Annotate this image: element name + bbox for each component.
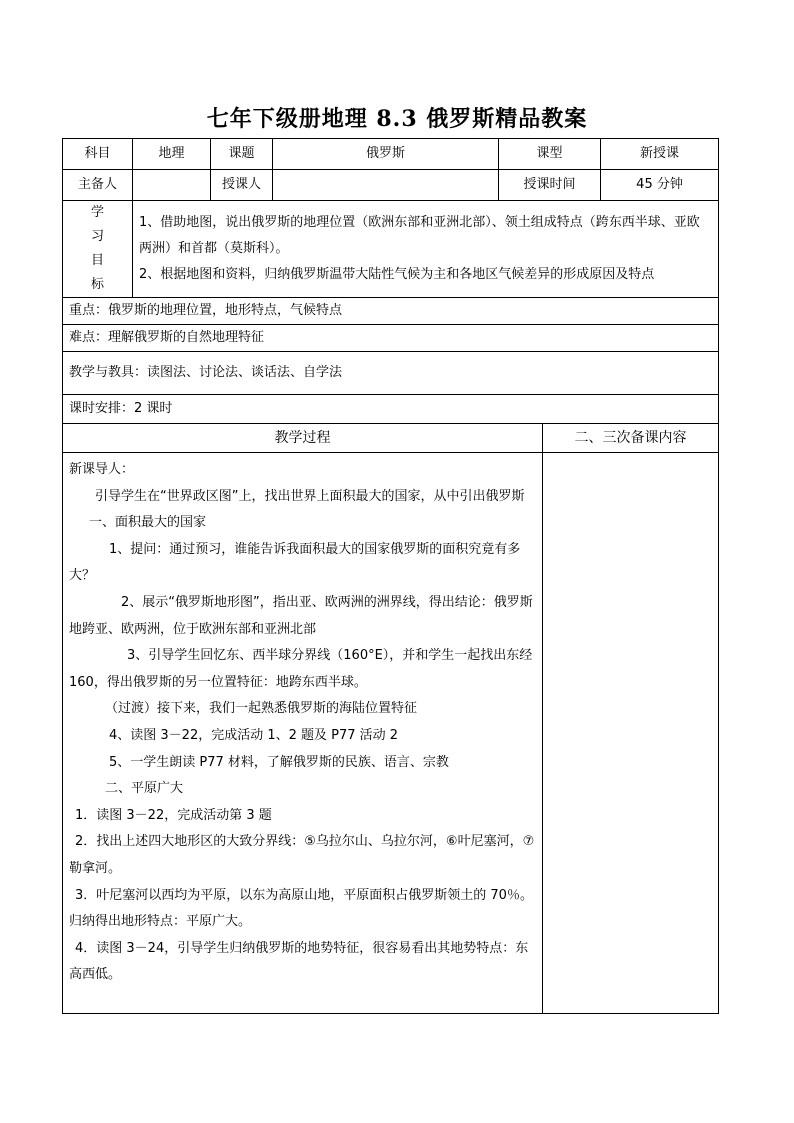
lesson-type-label: 课型: [499, 139, 601, 170]
process-content: [63, 453, 543, 1014]
lesson-type-value: 新授课: [601, 139, 719, 170]
process-paragraph: 二、平原广大: [105, 781, 184, 797]
header-row-subject: [63, 139, 719, 170]
goal-item: 1、借助地图，说出俄罗斯的地理位置（欧洲东部和亚洲北部）、领土组成特点（跨东西半球、亚欧两洲）和首都（莫斯科）。: [139, 215, 700, 256]
process-paragraph: 3、引导学生回忆东、西半球分界线（160°E），并和学生一起找出东经 160，得出俄罗斯的另一位置特征：地跨东西半球。: [69, 648, 533, 690]
goal-item: 2、根据地图和资料，归纳俄罗斯温带大陆性气候为主和各地区气候差异的形成原因及特点: [139, 267, 655, 282]
process-paragraph: 1、提问：通过预习，谁能告诉我面积最大的国家俄罗斯的面积究竟有多大？: [69, 541, 521, 584]
class-schedule: 课时安排：2 课时: [63, 395, 719, 424]
header-row-preparer: [63, 170, 719, 201]
key-points-row: [63, 298, 719, 325]
teacher-label: 授课人: [211, 170, 273, 201]
process-paragraph: （过渡）接下来，我们一起熟悉俄罗斯的海陆位置特征: [105, 701, 418, 717]
subject-label: 科目: [63, 139, 133, 170]
process-paragraph: 5、一学生朗读 P77 材料，了解俄罗斯的民族、语言、宗教: [109, 754, 449, 770]
revision-header: 二、三次备课内容: [543, 424, 719, 453]
key-points: 重点：俄罗斯的地理位置，地形特点，气候特点: [63, 298, 719, 325]
difficulties: 难点：理解俄罗斯的自然地理特征: [63, 325, 719, 352]
goals-content: [133, 201, 719, 298]
page-title: 七年下级册地理 8.3 俄罗斯精品教案: [206, 106, 588, 132]
teacher-value: [273, 170, 499, 201]
goals-label-char: 标: [90, 277, 104, 292]
process-paragraph: 新课导人：: [69, 462, 135, 477]
teaching-methods: 教学与教具：读图法、讨论法、谈话法、自学法: [63, 352, 719, 395]
process-paragraph: 4．读图 3－24，引导学生归纳俄罗斯的地势特征，很容易看出其地势特点：东高西低。: [69, 940, 529, 983]
process-body-row: [63, 453, 719, 1014]
goals-row: [63, 201, 719, 298]
subject-value: 地理: [133, 139, 211, 170]
lesson-plan-table: [62, 138, 718, 1014]
goals-label-char: 习: [90, 229, 104, 244]
methods-row: [63, 352, 719, 395]
topic-value: 俄罗斯: [273, 139, 499, 170]
goals-label-char: 目: [90, 253, 104, 268]
schedule-row: [63, 395, 719, 424]
topic-label: 课题: [211, 139, 273, 170]
process-paragraph: 1．读图 3－22，完成活动第 3 题: [75, 807, 272, 823]
process-paragraph: 引导学生在“世界政区图”上，找出世界上面积最大的国家，从中引出俄罗斯: [95, 488, 525, 504]
goals-label-char: 学: [90, 205, 104, 220]
difficulties-row: [63, 325, 719, 352]
class-time-label: 授课时间: [499, 170, 601, 201]
preparer-value: [133, 170, 211, 201]
process-header: 教学过程: [63, 424, 543, 453]
process-header-row: [63, 424, 719, 453]
process-paragraph: 3．叶尼塞河以西均为平原，以东为高原山地，平原面积占俄罗斯领土的 70％。归纳得出地形特点：平原广大。: [69, 887, 533, 930]
process-paragraph: 4、读图 3－22，完成活动 1、2 题及 P77 活动 2: [109, 727, 399, 743]
revision-content: [543, 453, 719, 1014]
class-time-value: 45 分钟: [601, 170, 719, 201]
process-lines: [69, 457, 536, 989]
goals-label: [63, 201, 133, 298]
process-paragraph: 2．找出上述四大地形区的大致分界线：⑤乌拉尔山、乌拉尔河，⑥叶尼塞河，⑦勒拿河。: [69, 834, 535, 876]
preparer-label: 主备人: [63, 170, 133, 201]
process-paragraph: 一、面积最大的国家: [89, 515, 207, 531]
process-paragraph: 2、展示“俄罗斯地形图”，指出亚、欧两洲的洲界线，得出结论：俄罗斯地跨亚、欧两洲，位于欧洲东部和亚洲北部: [69, 594, 533, 637]
